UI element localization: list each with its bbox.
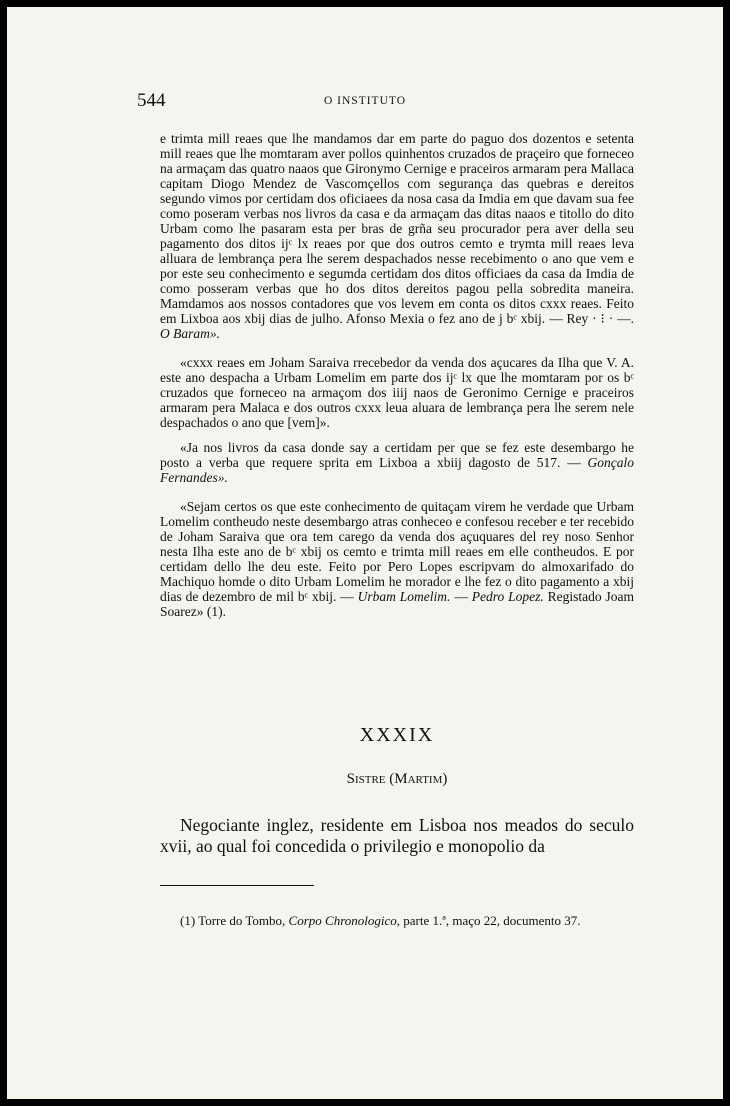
page-number: 544 [137,90,166,111]
running-head: O INSTITUTO [323,95,407,107]
footnote-rule [160,885,314,886]
chapter-number: XXXIX [359,724,435,746]
paragraph-1-signature: O Baram». [160,326,220,341]
paragraph-3-signature: Gonçalo Fernandes». [160,455,634,485]
book-page [7,7,723,1099]
footnote-prefix: (1) Torre do Tombo, [180,913,286,928]
paragraph-1 [160,131,634,341]
footnote-work: Corpo Chronologico, [288,913,401,928]
paragraph-4-text: «Sejam certos os que este conhecimento de quitaçam virem he verdade que Urbam Lomelim contheudo neste desembargo atras conheceo e confesou receber e ter recebido de Joham Saraiva que ora tem carego da venda dos açuquares del rey noso Senhor nesta Ilha este ano de bᶜ xbij os cemto e trimta mill reaes em elle contheudos. E por certidam dello lhe deu este. Feito por Pero Lopes escripvam do almoxarifado do Machiquo homde o dito Urbam Lomelim he morador e lhe fez o dito pagamento a xbij dias de dezembro de mil bᶜ xbij. — [160,499,634,604]
footnote-suffix: parte 1.ª, maço 22, documento 37. [403,913,581,928]
paragraph-4-end: Registado Joam Soarez» (1). [160,589,634,619]
paragraph-4-dash: — [454,589,468,604]
lead-paragraph: Negociante inglez, residente em Lisboa nos meados do seculo xvii, ao qual foi concedida o privilegio e monopolio da [160,815,634,856]
paragraph-3 [160,440,634,485]
page-header [7,90,723,114]
paragraph-4-signature-2: Pedro Lopez. [471,589,544,604]
paragraph-2: «cxxx reaes em Joham Saraiva rrecebedor da venda dos açucares da Ilha que V. A. este ano despacha a Urbam Lomelim em parte dos ijᶜ lx que lhe momtaram por os bᶜ cruzados que forneceo na armaçom dos iiij naos de Geronimo Cernige e praceiros armaram pera Malaca e dos outros cxxx leua aluara de lembrança pera lhe serem nele despachados o ano que [vem]». [160,355,634,430]
paragraph-4-signature-1: Urbam Lomelim. [357,589,451,604]
chapter-title: Sistre (Martim) [346,771,448,787]
footnote [160,913,634,929]
body-text [160,131,634,619]
paragraph-3-text: «Ja nos livros da casa donde say a certidam per que se fez este desembargo he posto a verba que requere sprita em Lixboa a xbiij dagosto de 517. — [160,440,634,470]
paragraph-4 [160,499,634,619]
paragraph-1-text: e trimta mill reaes que lhe mandamos dar em parte do paguo dos dozentos e setenta mill reaes que lhe momtaram aver pollos quinhentos cruzados de praçeiro que forneceo na armaçam das quatro naaos que Gironymo Cernige e praceiros armaram pera Mallaca capitam Diogo Mendez de Vascomçellos com segurança das quebras e dereitos segundo vimos por certidam dos oficiaees da nosa casa da Imdia em que davam sua fee como poseram verbas nos livros da casa e da armaçam das ditas naaos e titollo do dito Urbam como lhe pasaram esta per bras de grña seu procurador pera aver della seu pagamento dos ditos ijᶜ lx reaes por que dos outros cemto e trymta mill reaes leva alluara de lembrança pera lhe serem despachados nesse recebimento o ano que vem e por este seu conhecimento e segumda certidam dos ditos officiaes da casa da Imdia de como posseram verbas que ho dos ditos dereitos pagou pella sobredita maneira. Mamdamos aos nossos contadores que vos levem em conta os ditos cxxx reaes. Feito em Lixboa aos xbij dias de julho. Afonso Mexia o fez ano de j bᶜ xbij. — Rey · ⁝ · —. [160,131,634,326]
